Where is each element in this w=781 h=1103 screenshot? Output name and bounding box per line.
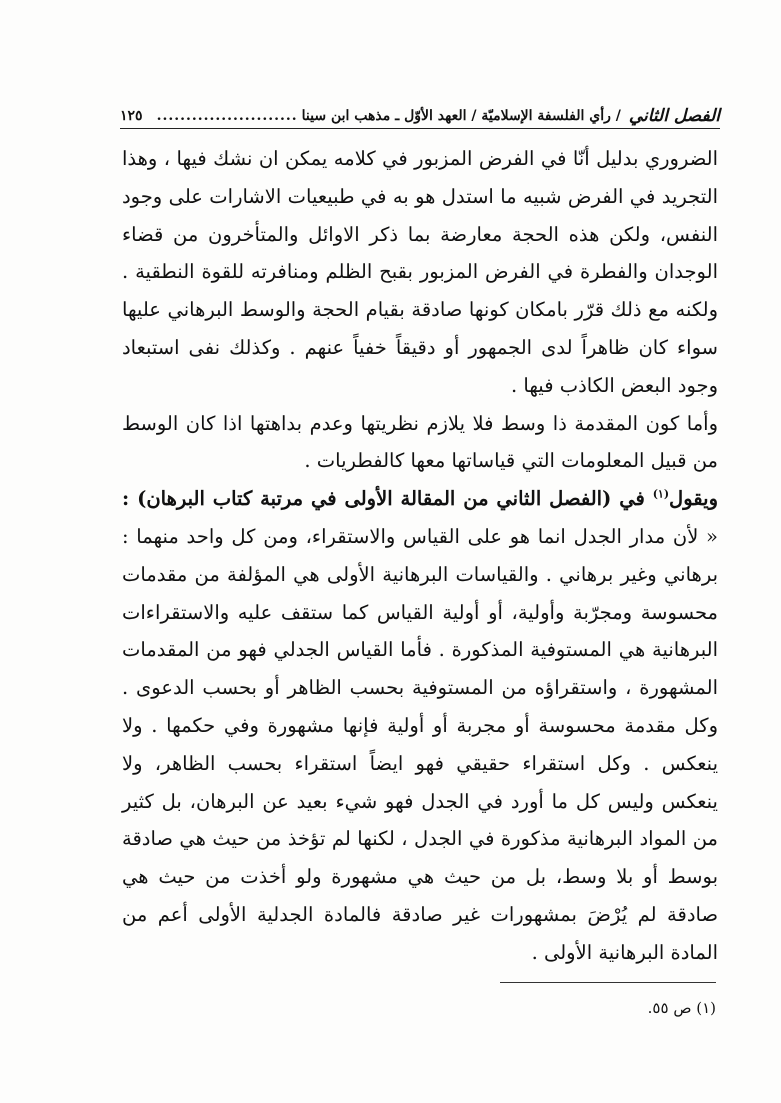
page-body xyxy=(122,140,718,972)
footnote: (١) ص ٥٥. xyxy=(647,999,716,1017)
running-title: / رأي الفلسفة الإسلاميّة / العهد الأوّل ـ مذهب ابن سينا xyxy=(301,108,621,124)
quote-source: في (الفصل الثاني من المقالة الأولى في مرتبة كتاب البرهان) : xyxy=(122,487,653,511)
footnote-ref: (١) xyxy=(652,487,670,501)
quote-paragraph xyxy=(122,480,718,971)
footnote-rule xyxy=(500,982,716,983)
quote-prefix: ويقول xyxy=(669,487,718,511)
paragraph-1: الضروري بدليل أنّا في الفرض المزبور في كلامه يمكن ان نشك فيها ، وهذا التجريد في الفرض شبيه ما استدل هو به في طبيعيات الاشارات على وجود النفس، ولكن هذه الحجة معارضة بما ذكر الاوائل والمتأخرون من قضاء الوجدان والفطرة في الفرض المزبور بقبح الظلم ومنافرته للقوة النطقية . ولكنه مع ذلك قرّر بامكان كونها صادقة بقيام الحجة والوسط البرهاني عليها سواء كان ظاهراً لدى الجمهور أو دقيقاً خفياً عنهم . وكذلك نفى استبعاد وجود البعض الكاذب فيها . xyxy=(122,147,718,397)
paragraph-2: وأما كون المقدمة ذا وسط فلا يلازم نظريتها وعدم بداهتها اذا كان الوسط من قبيل المعلومات التي قياساتها معها كالفطريات . xyxy=(122,411,718,473)
quote-text: « لأن مدار الجدل انما هو على القياس والاستقراء، ومن كل واحد منهما : برهاني وغير برهاني . والقياسات البرهانية الأولى هي المؤلفة من مقدمات محسوسة ومجرّبة وأولية، أو أولية القياس كما ستقف عليه والاستقراءات البرهانية هي المستوفية المذكورة . فأما القياس الجدلي فهو من المقدمات المشهورة ، واستقراؤه من المستوفية بحسب الظاهر أو بحسب الدعوى . وكل مقدمة محسوسة أو مجربة أو أولية فإنها مشهورة وفي حكمها . ولا ينعكس . وكل استقراء حقيقي فهو ايضاً استقراء بحسب الظاهر، ولا ينعكس وليس كل ما أورد في الجدل فهو شيء بعيد عن البرهان، بل كثير من المواد البرهانية مذكورة في الجدل ، لكنها لم تؤخذ من حيث هي صادقة بوسط أو بلا وسط، بل من حيث هي مشهورة ولو أخذت من حيث هي صادقة لم يُرْضَ بمشهورات غير صادقة فالمادة الجدلية الأولى أعم من المادة البرهانية الأولى . xyxy=(122,524,718,964)
header-rule xyxy=(120,128,720,129)
running-header xyxy=(120,92,720,126)
chapter-label: الفصل الثاني xyxy=(628,106,720,126)
leader-dots: ........................ xyxy=(156,108,298,124)
quote-intro xyxy=(122,487,718,510)
page-number: ١٢٥ xyxy=(120,108,143,124)
